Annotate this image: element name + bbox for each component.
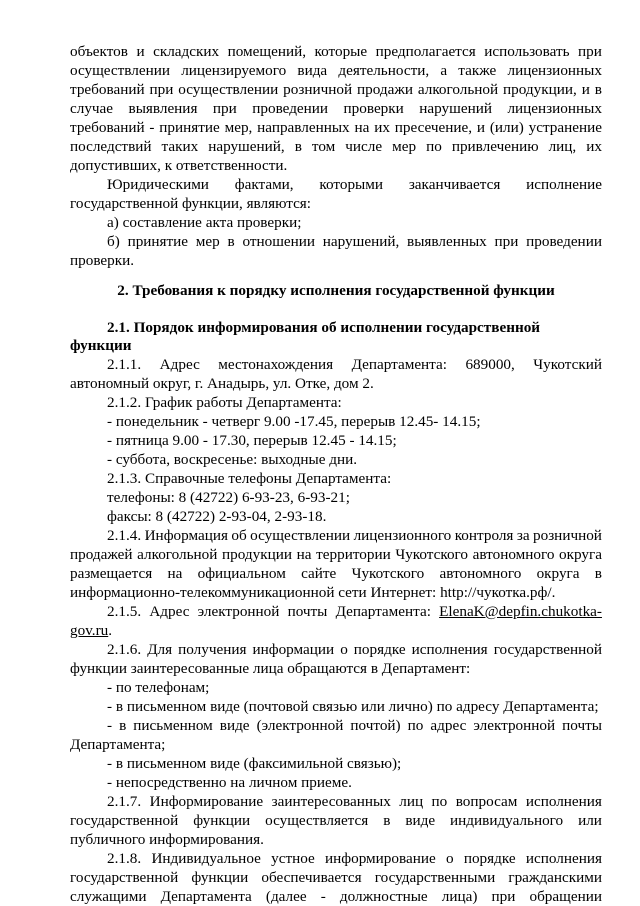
list-item: - по телефонам; [107,679,210,696]
email-link-continuation[interactable]: gov.ru [70,622,109,639]
word: 689000, [465,356,515,373]
word: порядке [353,641,406,658]
word: Чукотский [533,356,602,373]
word: а [440,62,448,79]
word: 2.1.8. [107,850,142,867]
paragraph-line [70,811,602,830]
paragraph-line [70,545,602,564]
paragraph-line [107,640,602,659]
paragraph-line: 2.1.2. График работы Департамента: [107,394,342,411]
word: адрес [430,717,467,734]
word: почты [562,717,602,734]
word: 2.1.1. [107,356,142,373]
word: также [458,62,497,79]
word: или [578,812,602,829]
word: служащими [70,888,147,905]
word: округа [536,565,580,582]
word: в [594,81,602,98]
word: заканчивается [408,176,501,193]
word: за [516,527,530,544]
word: обеспечивается [261,869,362,886]
word: территории [316,546,391,563]
word: объектов [70,43,128,60]
word: информации [252,641,335,658]
paragraph-line: допустивших, к ответственности. [70,157,288,174]
word: Чукотского [351,565,425,582]
word: письменном [133,717,213,734]
word: при [578,43,602,60]
paragraph-line [70,137,602,156]
word: лицензируемого [181,62,287,79]
word: исполнение [526,176,602,193]
word: местонахождения [218,356,334,373]
word: требований [70,81,145,98]
period: . [108,622,113,639]
word: Адрес [149,603,190,620]
word: заинтересованных [271,793,391,810]
word: о [445,850,454,867]
word: их [374,119,390,136]
word: нарушений, [208,138,285,155]
paragraph-line: 2.1.3. Справочные телефоны Департамента: [107,470,392,487]
paragraph-line [107,792,602,811]
word: исполнения [411,641,488,658]
word: осуществлении [70,62,170,79]
word: принятие [127,233,189,250]
list-item: факсы: 8 (42722) 2-93-04, 2-93-18. [107,508,327,525]
word: Индивидуальное [151,850,261,867]
paragraph-line: проверки. [70,252,135,269]
list-item: - в письменном виде (почтовой связью или лично) по адресу Департамента; [107,698,599,715]
word: фактами, [234,176,294,193]
word: при [491,888,516,905]
word: по [431,793,448,810]
word: государственной [493,641,602,658]
word: проверки [343,100,404,117]
word: округа [559,546,602,563]
word: помещений, [227,43,307,60]
paragraph-line [107,849,602,868]
paragraph-line [107,355,602,374]
word: алкогольной [137,546,218,563]
paragraph-line [107,602,602,621]
word: Информация [144,527,228,544]
word: по [407,717,424,734]
word: выявленных [407,233,487,250]
word: государственными [374,869,496,886]
word: деятельности, [338,62,430,79]
word: должностные [339,888,428,905]
list-item: а) составление акта проверки; [107,214,302,231]
list-item: - пятница 9.00 - 17.30, перерыв 12.45 - 14.15; [107,432,397,449]
paragraph-line: автономный округ, г. Анадырь, ул. Отке, дом 2. [70,375,374,392]
word: лица) [441,888,478,905]
word: мер [195,233,220,250]
word: устранение [528,119,602,136]
word: функции [193,812,251,829]
paragraph-line [70,887,602,906]
word: при [212,100,237,117]
word: при [149,81,174,98]
word: алкогольной [417,81,499,98]
word: государственной [70,869,179,886]
email-link[interactable]: ElenaK@depfin.chukotka- [439,603,602,620]
paragraph-line [70,564,602,583]
word: 2.1.4. [107,527,142,544]
word: последствий [70,138,152,155]
word: на [354,119,370,136]
subsection-title: 2.1. Порядок информирования об исполнении государственной [107,319,541,336]
word: Адрес [159,356,200,373]
word: продажи [356,81,413,98]
paragraph-line [70,80,602,99]
word: требований [70,119,145,136]
paragraph-line [107,526,602,545]
word: в [383,812,391,829]
section-title: 2. Требования к порядку исполнения государственной функции [117,282,555,299]
word: по [426,138,442,155]
word: пресечение, [394,119,473,136]
subsection-title: функции [70,337,132,354]
word: осуществлении [250,527,351,544]
word: Юридическими [107,176,209,193]
word: виде [405,812,436,829]
word: виде [219,717,250,734]
word: в [594,565,602,582]
list-item: - понедельник - четверг 9.00 -17.45, перерыв 12.45- 14.15; [107,413,481,430]
paragraph-line: публичного информирования. [70,831,264,848]
paragraph-line [70,621,602,640]
word: которыми [319,176,383,193]
word: электронной [197,603,280,620]
word: направленных [257,119,350,136]
list-item: - в письменном виде (факсимильной связью); [107,755,402,772]
word: порядке [463,850,516,867]
word: продажей [70,546,133,563]
paragraph-line [70,42,602,61]
paragraph-line [70,118,602,137]
word: использовать [484,43,570,60]
word: лиц, [548,138,577,155]
word: Департамента: [351,356,447,373]
word: и [581,81,590,98]
word: автономного [472,546,555,563]
word: - [149,119,155,136]
word: (электронной [256,717,344,734]
word: (далее [265,888,307,905]
word: устное [271,850,315,867]
word: лицензионных [507,100,602,117]
word: обращении [529,888,602,905]
word: лицензионного [353,527,452,544]
paragraph-line [107,175,602,194]
word: в [119,717,127,734]
word: исполнения [525,850,602,867]
word: почты [287,603,328,620]
word: проведении [252,100,329,117]
word: автономного [439,565,522,582]
word: в [227,233,235,250]
word: розничной [283,81,353,98]
word: Департамента: [335,603,431,620]
word: (или) [489,119,524,136]
word: об [231,527,247,544]
word: продукции, [503,81,577,98]
word: на [167,565,183,582]
word: отношении [242,233,316,250]
list-item: - непосредственно на личном приеме. [107,774,352,791]
word: лицензионных [507,62,602,79]
word: информирование [325,850,436,867]
word: лиц [399,793,424,810]
word: складских [153,43,220,60]
word: розничной [533,527,602,544]
word: Чукотского [395,546,469,563]
word: 2.1.6. [107,641,142,658]
word: нарушений, [322,233,400,250]
paragraph-line [70,868,602,887]
word: числе [345,138,383,155]
paragraph-line: функции заинтересованные лица обращаются в Департамент: [70,660,471,677]
word: Для [147,641,173,658]
word: 2.1.7. [107,793,142,810]
word: контроля [454,527,514,544]
word: выявления [128,100,198,117]
word: в [294,138,302,155]
word: таких [161,138,199,155]
word: их [586,138,602,155]
word: осуществлении [178,81,279,98]
paragraph-line [70,99,602,118]
word: и [136,43,145,60]
word: мер [392,138,417,155]
word: при [494,233,519,250]
paragraph-line: информационно-телекоммуникационной сети Интернет: http://чукотка.рф/. [70,584,556,601]
word: размещается [70,565,153,582]
word: получения [178,641,247,658]
word: принятие [159,119,220,136]
paragraph-line [70,61,602,80]
word: функции [191,869,249,886]
word: - [107,717,113,734]
list-item [107,716,602,735]
word: предполагается [375,43,476,60]
word: продукции [222,546,292,563]
word: вопросам [455,793,518,810]
word: осуществляется [265,812,369,829]
word: о [340,641,348,658]
word: электронной [473,717,556,734]
word: мер, [224,119,253,136]
paragraph-line: государственной функции, являются: [70,195,312,212]
word: вида [297,62,328,79]
word: которые [314,43,368,60]
word: почтой) [350,717,401,734]
word: и [476,119,486,136]
word: Департамента [160,888,252,905]
word: на [296,546,312,563]
word: 2.1.5. [107,603,142,620]
word: гражданскими [508,869,602,886]
word: случае [70,100,114,117]
list-item: телефоны: 8 (42722) 6-93-23, 6-93-21; [107,489,350,506]
word: Информирование [149,793,264,810]
word: б) [107,233,120,250]
word: нарушений [419,100,492,117]
list-item [107,232,602,251]
word: сайте [301,565,337,582]
word: официальном [197,565,286,582]
word: исполнения [525,793,602,810]
word: проведении [526,233,602,250]
word: привлечению [451,138,539,155]
list-item: - суббота, воскресенье: выходные дни. [107,451,358,468]
paragraph-line: Департамента; [70,736,166,753]
word: - [320,888,326,905]
word: индивидуального [450,812,564,829]
word: том [311,138,336,155]
word: государственной [70,812,179,829]
